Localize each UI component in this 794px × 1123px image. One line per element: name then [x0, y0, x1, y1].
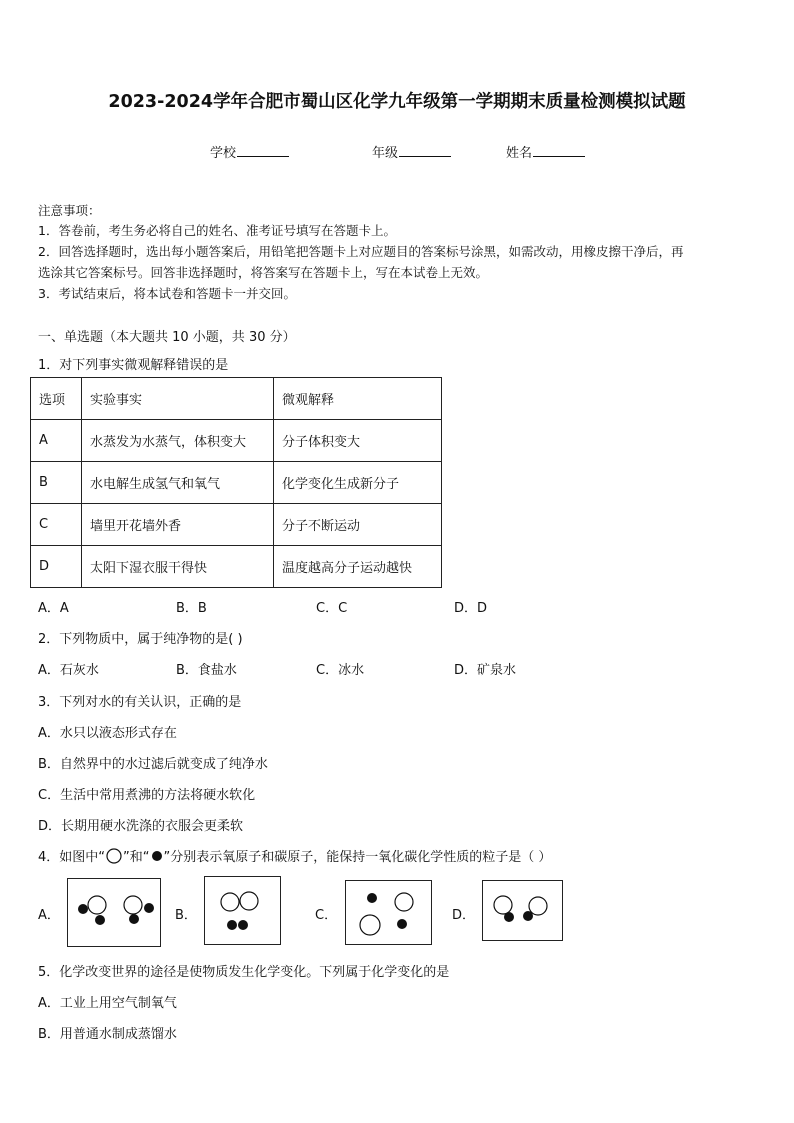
- carbon-atom: [523, 911, 533, 921]
- table-cell: D: [31, 546, 82, 588]
- table-cell: A: [31, 420, 82, 462]
- table-cell: 分子不断运动: [274, 504, 442, 546]
- filled-circle-icon: [150, 849, 164, 863]
- question-1-table: [30, 377, 442, 588]
- question-4-stem-part: ”和“: [123, 850, 150, 865]
- question-3-stem: 3．下列对水的有关认识，正确的是: [38, 695, 242, 710]
- molecule-diagram: [68, 879, 160, 946]
- carbon-atom: [504, 912, 514, 922]
- notice-item: 1．答卷前，考生务必将自己的姓名、准考证号填写在答题卡上。: [38, 223, 396, 238]
- question-5-option-a[interactable]: A．工业上用空气制氧气: [38, 996, 177, 1011]
- oxygen-atom: [529, 897, 547, 915]
- table-row: [31, 546, 442, 588]
- table-cell: 化学变化生成新分子: [274, 462, 442, 504]
- carbon-atom: [129, 914, 139, 924]
- table-header-row: [31, 378, 442, 420]
- oxygen-atom: [221, 893, 239, 911]
- oxygen-atom: [494, 896, 512, 914]
- question-1-option-d[interactable]: D．D: [454, 601, 488, 616]
- notice-item: 3．考试结束后，将本试卷和答题卡一并交回。: [38, 286, 296, 301]
- carbon-atom: [95, 915, 105, 925]
- table-cell: 分子体积变大: [274, 420, 442, 462]
- carbon-atom: [367, 893, 377, 903]
- question-1-option-a[interactable]: A．A: [38, 601, 69, 616]
- question-4-option-b-label[interactable]: B．: [175, 908, 197, 923]
- question-4-stem: [38, 846, 551, 865]
- question-4-stem-part: ”分别表示氧原子和碳原子，能保持一氧化碳化学性质的粒子是（ ）: [163, 850, 552, 865]
- school-label: 学校: [210, 146, 237, 161]
- name-field[interactable]: [506, 142, 585, 161]
- question-4-option-c-label[interactable]: C．: [315, 908, 338, 923]
- question-2-stem: 2．下列物质中，属于纯净物的是( ): [38, 632, 243, 647]
- question-2-option-d[interactable]: D．矿泉水: [454, 663, 517, 678]
- carbon-atom: [144, 903, 154, 913]
- question-4-option-c-figure[interactable]: [345, 880, 432, 945]
- table-header-cell: 微观解释: [274, 378, 442, 420]
- notice-heading: 注意事项：: [38, 203, 101, 218]
- name-label: 姓名: [506, 146, 533, 161]
- school-blank[interactable]: [237, 144, 289, 157]
- molecule-diagram: [205, 877, 280, 944]
- table-cell: 墙里开花墙外香: [82, 504, 274, 546]
- question-2-option-a[interactable]: A．石灰水: [38, 663, 99, 678]
- notice-item: 选涂其它答案标号。回答非选择题时，将答案写在答题卡上，写在本试卷上无效。: [38, 265, 489, 280]
- carbon-atom: [397, 919, 407, 929]
- molecule-diagram: [346, 881, 431, 944]
- oxygen-atom: [395, 893, 413, 911]
- table-cell: 太阳下湿衣服干得快: [82, 546, 274, 588]
- question-4-option-b-figure[interactable]: [204, 876, 281, 945]
- carbon-atom: [78, 904, 88, 914]
- table-cell: 水蒸发为水蒸气，体积变大: [82, 420, 274, 462]
- question-4-option-d-label[interactable]: D．: [452, 908, 476, 923]
- grade-field[interactable]: [372, 142, 451, 161]
- question-4-option-d-figure[interactable]: [482, 880, 563, 941]
- question-4-stem-part: 4．如图中“: [38, 850, 106, 865]
- question-3-option-d[interactable]: D．长期用硬水洗涤的衣服会更柔软: [38, 819, 244, 834]
- school-field[interactable]: [210, 142, 289, 161]
- table-header-cell: 选项: [31, 378, 82, 420]
- question-1-stem: 1．对下列事实微观解释错误的是: [38, 358, 229, 373]
- grade-label: 年级: [372, 146, 399, 161]
- oxygen-atom: [124, 896, 142, 914]
- table-cell: 温度越高分子运动越快: [274, 546, 442, 588]
- question-2-option-c[interactable]: C．冰水: [316, 663, 365, 678]
- section-heading: 一、单选题（本大题共 10 小题，共 30 分）: [38, 330, 296, 345]
- table-row: [31, 504, 442, 546]
- page-title: 2023-2024学年合肥市蜀山区化学九年级第一学期期末质量检测模拟试题: [108, 92, 686, 112]
- table-cell: B: [31, 462, 82, 504]
- notice-item: 2．回答选择题时，选出每小题答案后，用铅笔把答题卡上对应题目的答案标号涂黑，如需改动，用橡皮擦干净后，再: [38, 244, 684, 259]
- grade-blank[interactable]: [399, 144, 451, 157]
- open-circle-icon: [105, 848, 123, 864]
- oxygen-atom: [88, 896, 106, 914]
- question-5-option-b[interactable]: B．用普通水制成蒸馏水: [38, 1027, 177, 1042]
- carbon-atom: [227, 920, 237, 930]
- question-4-option-a-label[interactable]: A．: [38, 908, 60, 923]
- molecule-diagram: [483, 881, 562, 940]
- question-3-option-c[interactable]: C．生活中常用煮沸的方法将硬水软化: [38, 788, 256, 803]
- carbon-atom: [238, 920, 248, 930]
- oxygen-atom: [240, 892, 258, 910]
- table-row: [31, 420, 442, 462]
- oxygen-atom: [360, 915, 380, 935]
- question-1-option-c[interactable]: C．C: [316, 601, 348, 616]
- table-cell: 水电解生成氢气和氧气: [82, 462, 274, 504]
- table-cell: C: [31, 504, 82, 546]
- table-header-cell: 实验事实: [82, 378, 274, 420]
- question-5-stem: 5．化学改变世界的途径是使物质发生化学变化。下列属于化学变化的是: [38, 965, 450, 980]
- question-4-option-a-figure[interactable]: [67, 878, 161, 947]
- question-1-option-b[interactable]: B．B: [176, 601, 207, 616]
- question-3-option-b[interactable]: B．自然界中的水过滤后就变成了纯净水: [38, 757, 268, 772]
- name-blank[interactable]: [533, 144, 585, 157]
- table-row: [31, 462, 442, 504]
- question-3-option-a[interactable]: A．水只以液态形式存在: [38, 726, 177, 741]
- question-2-option-b[interactable]: B．食盐水: [176, 663, 237, 678]
